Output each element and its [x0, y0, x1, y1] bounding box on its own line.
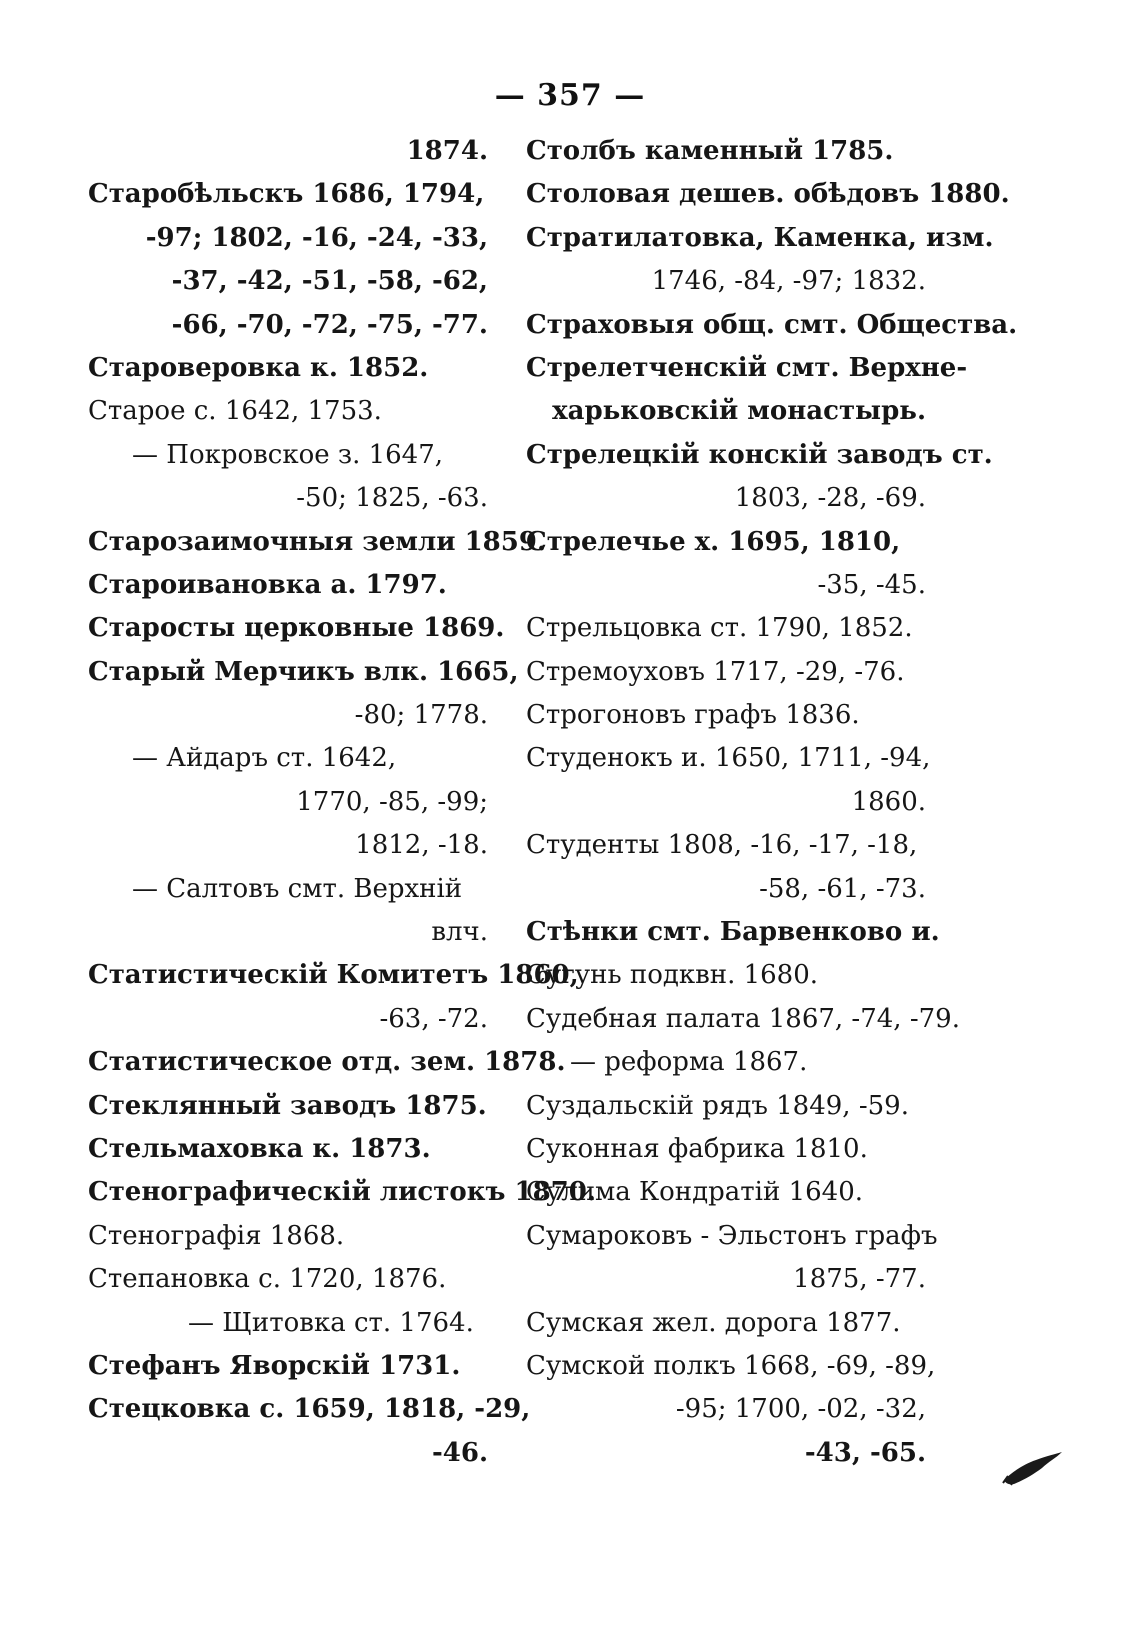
ink-blot-icon — [1002, 1450, 1064, 1486]
index-entry-right-line: -58, -61, -73. — [759, 873, 926, 904]
index-entry-left-line: -37, -42, -51, -58, -62, — [171, 266, 488, 297]
index-entry-left-line: -80; 1778. — [354, 700, 488, 731]
index-entry-left-line: — Покровское з. 1647, — [132, 439, 444, 470]
index-entry-left-line: 1812, -18. — [355, 830, 488, 861]
index-entry-left-line: — Салтовъ смт. Верхній — [132, 873, 463, 904]
index-entry-right-line: 1875, -77. — [793, 1264, 926, 1295]
index-entry-left-line: Статистическій Комитетъ 1860, — [88, 960, 579, 991]
index-entry-left-line: -46. — [431, 1437, 488, 1468]
index-entry-right-line: Суконная фабрика 1810. — [526, 1133, 868, 1164]
index-entry-left-line: -66, -70, -72, -75, -77. — [171, 309, 488, 340]
index-entry-left-line: Степановка с. 1720, 1876. — [88, 1264, 447, 1295]
index-entry-left-line: Старобѣльскъ 1686, 1794, — [88, 179, 485, 210]
index-entry-right-line: Стрелецкій конскій заводъ ст. — [526, 439, 993, 470]
index-column-right — [526, 130, 1018, 1475]
index-entry-right-line: Сумская жел. дорога 1877. — [526, 1307, 901, 1338]
index-entry-right-line: Столовая дешев. обѣдовъ 1880. — [526, 179, 1010, 210]
index-entry-left-line: -63, -72. — [379, 1003, 488, 1034]
index-entry-left-line: Старый Мерчикъ влк. 1665, — [88, 656, 519, 687]
index-entry-left-line: влч. — [431, 917, 488, 948]
index-entry-right-line: Стѣнки смт. Барвенково и. — [526, 917, 940, 948]
index-entry-right-line: — реформа 1867. — [570, 1047, 808, 1078]
index-entry-right-line: Стремоуховъ 1717, -29, -76. — [526, 656, 905, 687]
index-entry-right-line: Стрелечье х. 1695, 1810, — [526, 526, 901, 557]
page-number: — 357 — — [494, 78, 646, 113]
index-column-left — [88, 130, 596, 1475]
index-entry-right-line: Страховыя общ. смт. Общества. — [526, 309, 1018, 340]
index-entry-left-line: Старое с. 1642, 1753. — [88, 396, 382, 427]
index-entry-right-line: Судебная палата 1867, -74, -79. — [526, 1003, 960, 1034]
index-entry-right-line: Студенты 1808, -16, -17, -18, — [526, 830, 918, 861]
index-entry-right-line: Сумароковъ - Эльстонъ графъ — [526, 1220, 938, 1251]
index-entry-right-line: Сумской полкъ 1668, -69, -89, — [526, 1350, 936, 1381]
index-entry-left-line: — Щитовка ст. 1764. — [188, 1307, 474, 1338]
index-entry-left-line: Стеклянный заводъ 1875. — [88, 1090, 487, 1121]
index-entry-right-line: -43, -65. — [804, 1437, 926, 1468]
index-entry-right-line: харьковскій монастырь. — [552, 396, 926, 427]
index-entry-left-line: Старосты церковные 1869. — [88, 613, 505, 644]
index-entry-right-line: 1803, -28, -69. — [734, 483, 926, 514]
index-entry-right-line: Суздальскій рядъ 1849, -59. — [526, 1090, 909, 1121]
index-entry-left-line: Стенографія 1868. — [88, 1220, 345, 1251]
index-entry-left-line: Стенографическій листокъ 1870. — [88, 1177, 596, 1208]
index-entry-right-line: Столбъ каменный 1785. — [526, 136, 894, 166]
index-entry-left-line: Староверовка к. 1852. — [88, 352, 429, 383]
index-entry-right-line: Стратилатовка, Каменка, изм. — [526, 222, 994, 253]
index-entry-right-line: 1860. — [851, 786, 926, 817]
index-entry-right-line: Сугунь подквн. 1680. — [526, 960, 819, 991]
index-entry-left-line: Стефанъ Яворскій 1731. — [88, 1350, 461, 1381]
index-entry-left-line: -97; 1802, -16, -24, -33, — [145, 222, 488, 253]
index-entry-right-line: -35, -45. — [817, 569, 926, 600]
index-entry-right-line: 1746, -84, -97; 1832. — [651, 266, 926, 297]
index-entry-left-line: — Айдаръ ст. 1642, — [132, 743, 397, 774]
index-entry-left-line: -50; 1825, -63. — [296, 483, 488, 514]
index-entry-left-line: Старозаимочныя земли 1859. — [88, 526, 547, 557]
index-entry-left-line: 1770, -85, -99; — [296, 786, 488, 817]
index-entry-right-line: Стрелетченскій смт. Верхне- — [526, 352, 968, 383]
index-entry-left-line: Стецковка с. 1659, 1818, -29, — [88, 1394, 531, 1425]
index-entry-left-line: Староивановка а. 1797. — [88, 569, 447, 600]
index-entry-right-line: Сулима Кондратій 1640. — [526, 1177, 864, 1208]
index-entry-left-line: Стельмаховка к. 1873. — [88, 1133, 431, 1164]
index-entry-right-line: Стрельцовка ст. 1790, 1852. — [526, 613, 913, 644]
index-entry-left-line: 1874. — [406, 136, 488, 166]
index-entry-left-line: Статистическое отд. зем. 1878. — [88, 1047, 566, 1078]
index-entry-right-line: Строгоновъ графъ 1836. — [526, 700, 860, 731]
index-entry-right-line: -95; 1700, -02, -32, — [675, 1394, 926, 1425]
index-entry-right-line: Студенокъ и. 1650, 1711, -94, — [526, 743, 931, 774]
